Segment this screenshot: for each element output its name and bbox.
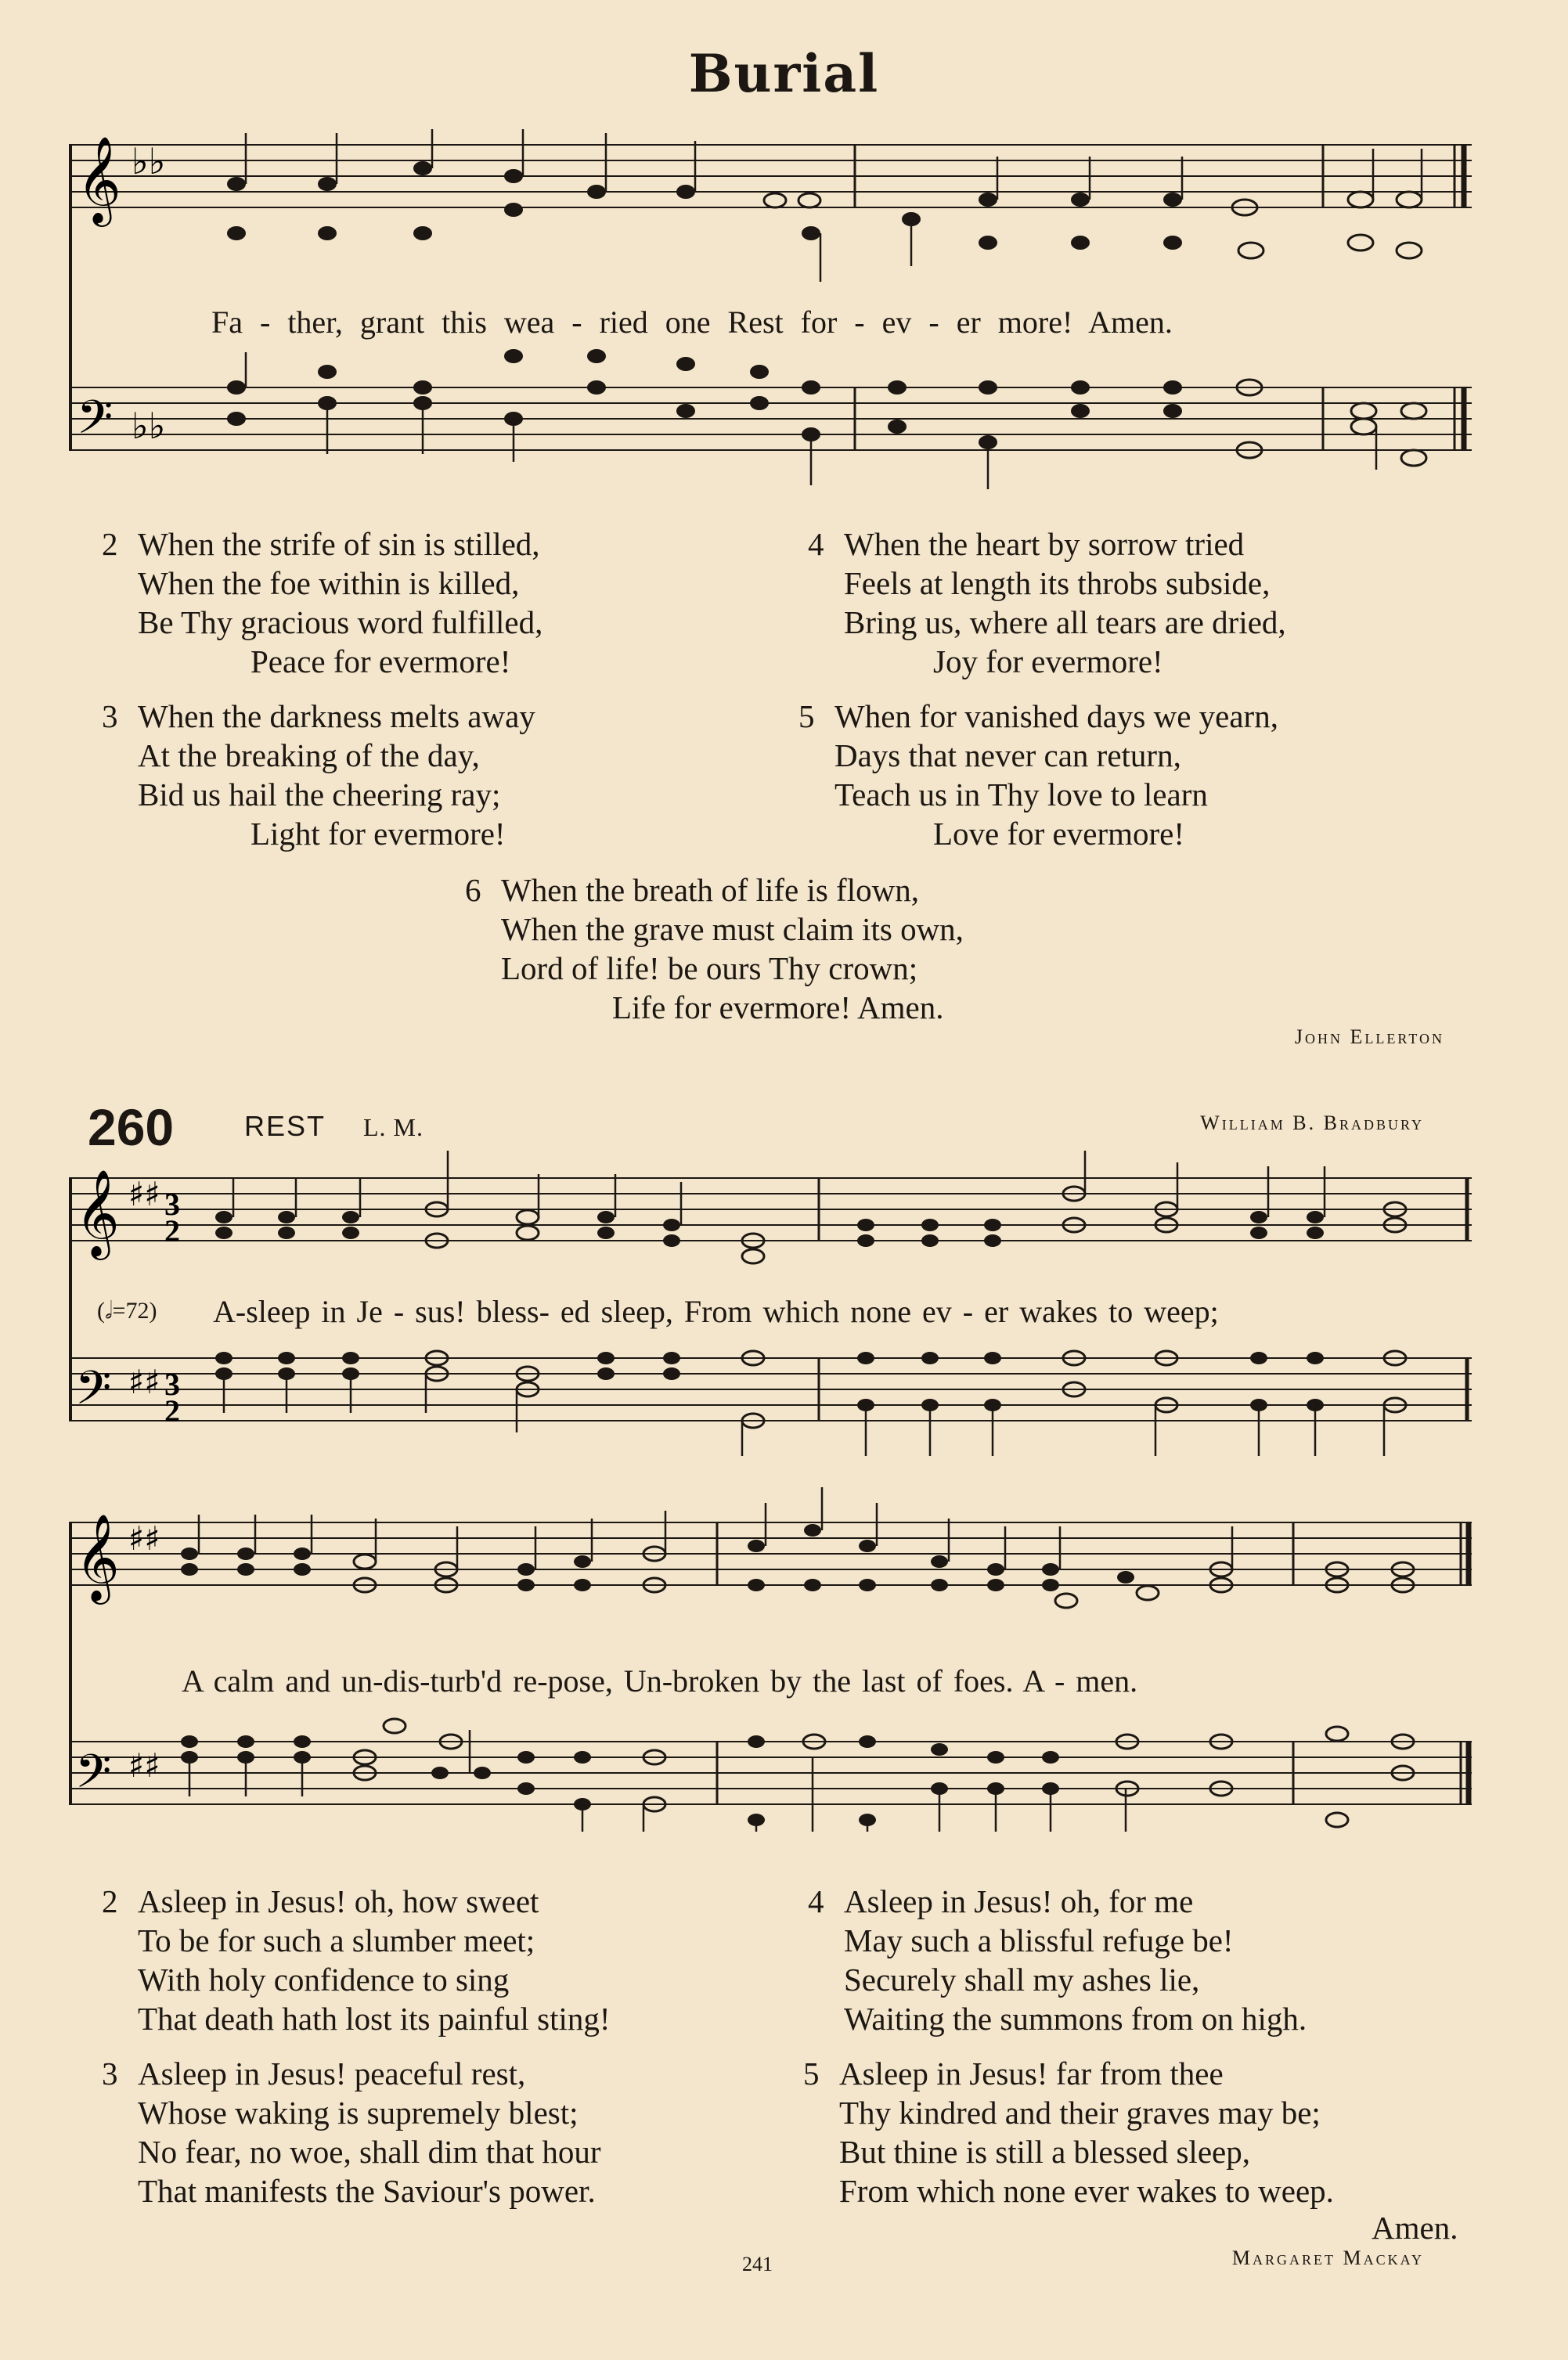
hymn-259-lyric-line: Fa - ther, grant this wea - ried one Rest for - ev - er more! Amen. — [211, 304, 1173, 340]
hymn-260-lyric-line-2: A calm and un-dis-turb'd re-pose, Un-broken by the last of foes. A - men. — [182, 1663, 1138, 1699]
meter: L. M. — [363, 1113, 424, 1141]
hymn-260-lyric-line-1: A-sleep in Je - sus! bless- ed sleep, From which none ev - er wakes to weep; — [213, 1294, 1219, 1329]
hymn-259-verse-6 — [465, 870, 964, 1027]
verse-line: Love for evermore! — [933, 816, 1184, 852]
verse-line: 4 When the heart by sorrow tried — [808, 526, 1245, 562]
hymn-259-verse-3 — [102, 697, 535, 853]
hymn-259-verse-5 — [798, 697, 1278, 853]
verse-line: With holy confidence to sing — [138, 1962, 510, 1998]
verse-line: Lord of life! be ours Thy crown; — [501, 950, 918, 986]
verse-line: Feels at length its throbs subside, — [844, 565, 1271, 601]
hymn-259-author: John Ellerton — [1294, 1025, 1444, 1048]
verse-line: 6 When the breath of life is flown, — [465, 872, 919, 908]
svg-text:♯♯: ♯♯ — [128, 1519, 160, 1558]
tune-name: REST — [244, 1110, 326, 1142]
svg-text:♯♯: ♯♯ — [128, 1363, 160, 1401]
hymn-260-author: Margaret Mackay — [1231, 2247, 1424, 2269]
svg-text:2: 2 — [164, 1213, 180, 1248]
svg-text:♯♯: ♯♯ — [128, 1746, 160, 1785]
svg-text:3: 3 — [164, 1367, 180, 1402]
verse-line: When the foe within is killed, — [138, 565, 520, 601]
verse-line: Life for evermore! Amen. — [612, 989, 944, 1025]
verse-number: 5 — [803, 2056, 820, 2092]
treble-clef-icon: 𝄞 — [77, 135, 121, 223]
verse-line: Bid us hail the cheering ray; — [138, 776, 501, 812]
verse-line: 3 Asleep in Jesus! peaceful rest, — [102, 2056, 526, 2092]
verse-number: 4 — [808, 526, 824, 562]
verse-number: 3 — [102, 698, 118, 734]
svg-text:2: 2 — [164, 1393, 180, 1429]
verse-line: 5 Asleep in Jesus! far from thee — [803, 2056, 1224, 2092]
verse-line: But thine is still a blessed sleep, — [839, 2134, 1250, 2170]
svg-text:𝄢: 𝄢 — [75, 1360, 112, 1426]
hymn-260-score-system-2 — [0, 1487, 1568, 1832]
verse-line: 4 Asleep in Jesus! oh, for me — [808, 1883, 1194, 1919]
verse-line: Light for evermore! — [251, 816, 506, 852]
hymn-259-verse-2 — [102, 524, 542, 681]
verse-line: 2 Asleep in Jesus! oh, how sweet — [102, 1883, 539, 1919]
svg-text:𝄢: 𝄢 — [75, 1744, 112, 1810]
svg-text:𝄞: 𝄞 — [75, 1169, 120, 1256]
verse-number: 5 — [798, 698, 815, 734]
section-title: Burial — [688, 43, 880, 104]
verse-line: Joy for evermore! — [933, 643, 1163, 679]
verse-line: When the grave must claim its own, — [501, 911, 964, 947]
hymn-number: 260 — [88, 1098, 175, 1156]
verse-line: Bring us, where all tears are dried, — [844, 604, 1286, 640]
verse-line: 5 When for vanished days we yearn, — [798, 698, 1278, 734]
verse-line: That manifests the Saviour's power. — [138, 2173, 596, 2209]
hymn-260-verse-5 — [803, 2054, 1334, 2210]
verse-line: Peace for evermore! — [251, 643, 511, 679]
verse-line: Securely shall my ashes lie, — [844, 1962, 1200, 1998]
verse-line: Waiting the summons from on high. — [844, 2001, 1307, 2037]
verse-line: From which none ever wakes to weep. — [839, 2173, 1334, 2209]
svg-text:3: 3 — [164, 1187, 180, 1222]
svg-text:𝄞: 𝄞 — [75, 1513, 120, 1601]
verse-line: Whose waking is supremely blest; — [138, 2095, 579, 2131]
music-staves-260b — [0, 1487, 1568, 1832]
verse-line: To be for such a slumber meet; — [138, 1922, 535, 1958]
verse-line: That death hath lost its painful sting! — [138, 2001, 611, 2037]
verse-line: 2 When the strife of sin is stilled, — [102, 526, 540, 562]
verse-number: 2 — [102, 526, 118, 562]
hymn-260-verse-4 — [808, 1882, 1307, 2038]
page-number: 241 — [742, 2253, 773, 2275]
verse-line: No fear, no woe, shall dim that hour — [138, 2134, 601, 2170]
verse-number: 4 — [808, 1883, 824, 1919]
tempo-marking: (𝅗𝅥=72) — [97, 1298, 157, 1324]
verse-line: Teach us in Thy love to learn — [834, 776, 1208, 812]
verse-number: 2 — [102, 1883, 118, 1919]
hymn-260-composer: William B. Bradbury — [1200, 1112, 1424, 1134]
verse-number: 6 — [465, 872, 481, 908]
flat-signs-icon: ♭♭ — [132, 140, 166, 182]
bass-clef-icon: 𝄢 — [77, 390, 114, 456]
verse-line: At the breaking of the day, — [138, 737, 480, 773]
verse-line: Thy kindred and their graves may be; — [839, 2095, 1321, 2131]
hymn-260-verse-2 — [102, 1882, 611, 2038]
verse-number: 3 — [102, 2056, 118, 2092]
verse-line: 3 When the darkness melts away — [102, 698, 535, 734]
verse-line: Days that never can return, — [834, 737, 1181, 773]
hymn-259-verse-4 — [808, 524, 1286, 681]
svg-text:♯♯: ♯♯ — [128, 1175, 160, 1213]
hymn-260-amen: Amen. — [1372, 2210, 1458, 2246]
svg-text:♭♭: ♭♭ — [132, 405, 166, 447]
verse-line: May such a blissful refuge be! — [844, 1922, 1234, 1958]
hymn-260-verse-3 — [102, 2054, 601, 2210]
verse-line: Be Thy gracious word fulfilled, — [138, 604, 543, 640]
